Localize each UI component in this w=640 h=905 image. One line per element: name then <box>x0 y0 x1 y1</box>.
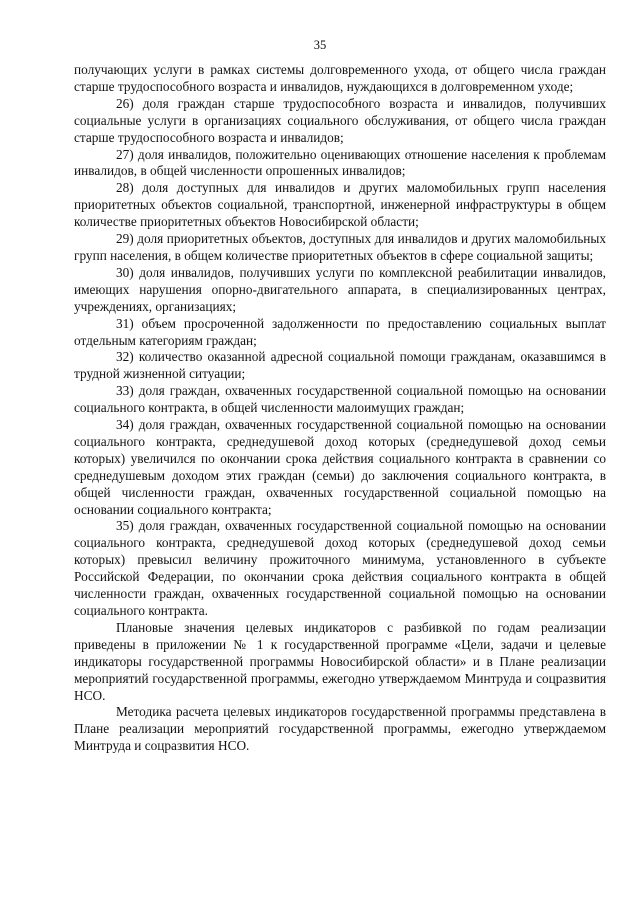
paragraph: 35) доля граждан, охваченных государственной социальной помощью на основании социального контракта, среднедушевой доход которых (среднедушевой доход семьи которых) превысил величину прожиточного минимума, установленного в субъекте Российской Федерации, по окончании срока действия социального контракта в общей численности граждан, охваченных государственной социальной помощью на основании социального контракта. <box>74 518 606 618</box>
paragraph: Методика расчета целевых индикаторов государственной программы представлена в Плане реализации мероприятий государственной программы, ежегодно утверждаемом Минтруда и соцразвития НСО. <box>74 704 606 754</box>
paragraph: 30) доля инвалидов, получивших услуги по комплексной реабилитации инвалидов, имеющих нарушения опорно-двигательного аппарата, в специализированных центрах, учреждениях, организациях; <box>74 264 606 314</box>
paragraph: 27) доля инвалидов, положительно оценивающих отношение населения к проблемам инвалидов, в общей численности опрошенных инвалидов; <box>74 146 606 179</box>
paragraph: 34) доля граждан, охваченных государственной социальной помощью на основании социального контракта, среднедушевой доход которых (среднедушевой доход семьи которых) увеличился по окончании срока действия социального контракта в сравнении со среднедушевым доходом этих граждан (семьи) до заключения социального контракта, в общей численности граждан, охваченных государственной социальной помощью на основании социального контракта; <box>74 417 606 517</box>
document-body <box>74 62 606 755</box>
paragraph: 29) доля приоритетных объектов, доступных для инвалидов и других маломобильных групп населения, в общем количестве приоритетных объектов в сфере социальной защиты; <box>74 231 606 263</box>
paragraph: 26) доля граждан старше трудоспособного возраста и инвалидов, получивших социальные услуги в организациях социального обслуживания, от общего числа граждан старше трудоспособного возраста и инвалидов; <box>74 95 606 145</box>
paragraph: получающих услуги в рамках системы долговременного ухода, от общего числа граждан старше трудоспособного возраста и инвалидов, нуждающихся в долговременном уходе; <box>74 62 606 94</box>
paragraph: 33) доля граждан, охваченных государственной социальной помощью на основании социального контракта, в общей численности малоимущих граждан; <box>74 383 606 416</box>
paragraph: 32) количество оказанной адресной социальной помощи гражданам, оказавшимся в трудной жизненной ситуации; <box>74 349 606 382</box>
paragraph: Плановые значения целевых индикаторов с разбивкой по годам реализации приведены в приложении № 1 к государственной программе «Цели, задачи и целевые индикаторы государственной программы Новосибирской области» и в Плане реализации мероприятий государственной программы, ежегодно утверждаемом Минтруда и соцразвития НСО. <box>74 619 606 703</box>
paragraph: 31) объем просроченной задолженности по предоставлению социальных выплат отдельным категориям граждан; <box>74 315 606 348</box>
paragraph: 28) доля доступных для инвалидов и других маломобильных групп населения приоритетных объектов социальной, транспортной, инженерной инфраструктуры в общем количестве приоритетных объектов Новосибирской области; <box>74 180 606 230</box>
page-number: 35 <box>313 38 327 52</box>
